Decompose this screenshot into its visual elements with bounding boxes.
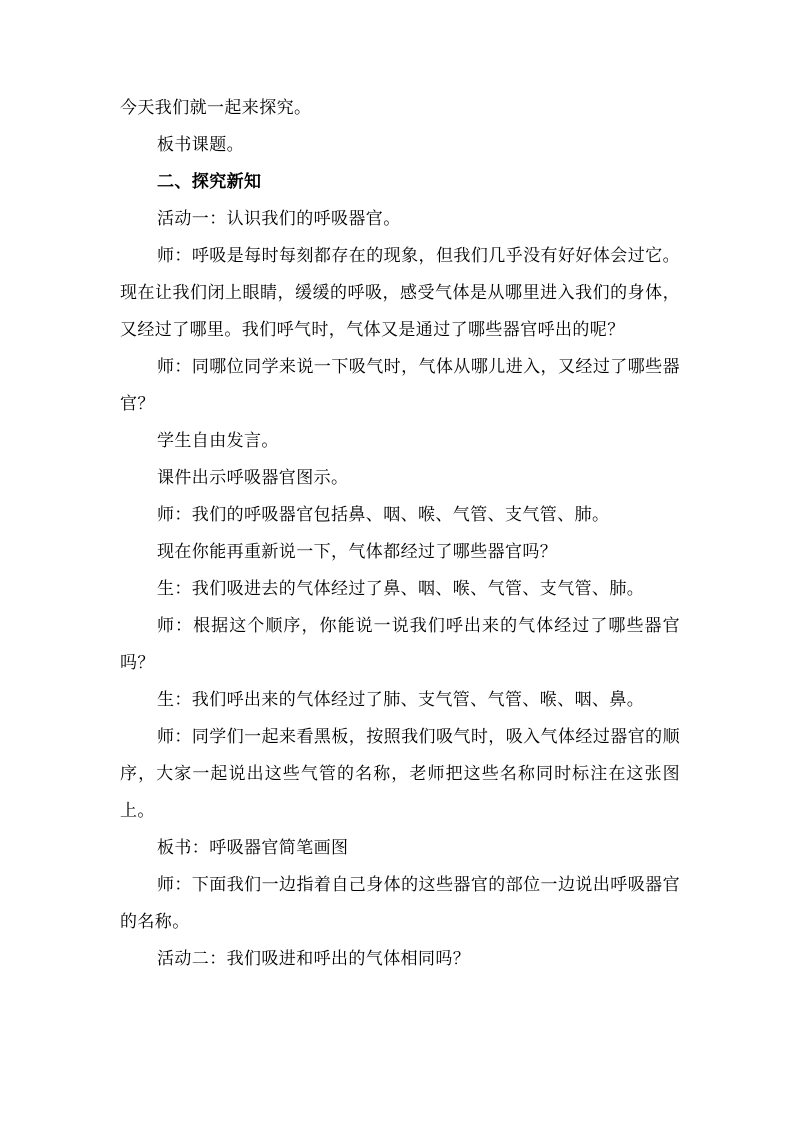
paragraph-teacher-3: 师：我们的呼吸器官包括鼻、咽、喉、气管、支气管、肺。: [157, 505, 610, 525]
paragraph-intro: 今天我们就一起来探究。: [120, 98, 312, 118]
paragraph-teacher-2: 师：同哪位同学来说一下吸气时，气体从哪儿进入，又经过了哪些器官？: [120, 357, 680, 414]
paragraph-courseware: 课件出示呼吸器官图示。: [157, 468, 349, 488]
paragraph-student-1: 生：我们吸进去的气体经过了鼻、咽、喉、气管、支气管、肺。: [157, 579, 645, 599]
paragraph-question: 现在你能再重新说一下，气体都经过了哪些器官吗？: [157, 542, 558, 562]
paragraph-students-speak: 学生自由发言。: [157, 431, 279, 451]
document-body: [120, 90, 680, 978]
paragraph-teacher-6: 师：下面我们一边指着自己身体的这些器官的部位一边说出呼吸器官的名称。: [120, 875, 680, 932]
paragraph-board-title: 板书课题。: [157, 135, 244, 155]
paragraph-board-drawing: 板书：呼吸器官简笔画图: [157, 838, 349, 858]
paragraph-teacher-1: 师：呼吸是每时每刻都存在的现象，但我们几乎没有好好体会过它。现在让我们闭上眼睛，缓缓的呼吸，感受气体是从哪里进入我们的身体，又经过了哪里。我们呼气时，气体又是通过了哪些器官呼出的呢？: [120, 246, 680, 340]
paragraph-student-2: 生：我们呼出来的气体经过了肺、支气管、气管、喉、咽、鼻。: [157, 690, 645, 710]
activity-one-title: 活动一：认识我们的呼吸器官。: [157, 209, 401, 229]
paragraph-teacher-5: 师：同学们一起来看黑板，按照我们吸气时，吸入气体经过器官的顺序，大家一起说出这些气管的名称，老师把这些名称同时标注在这张图上。: [120, 727, 680, 821]
activity-two-title: 活动二：我们吸进和呼出的气体相同吗？: [157, 949, 471, 969]
section-heading: 二、探究新知: [157, 172, 262, 192]
paragraph-teacher-4: 师：根据这个顺序，你能说一说我们呼出来的气体经过了哪些器官吗？: [120, 616, 680, 673]
